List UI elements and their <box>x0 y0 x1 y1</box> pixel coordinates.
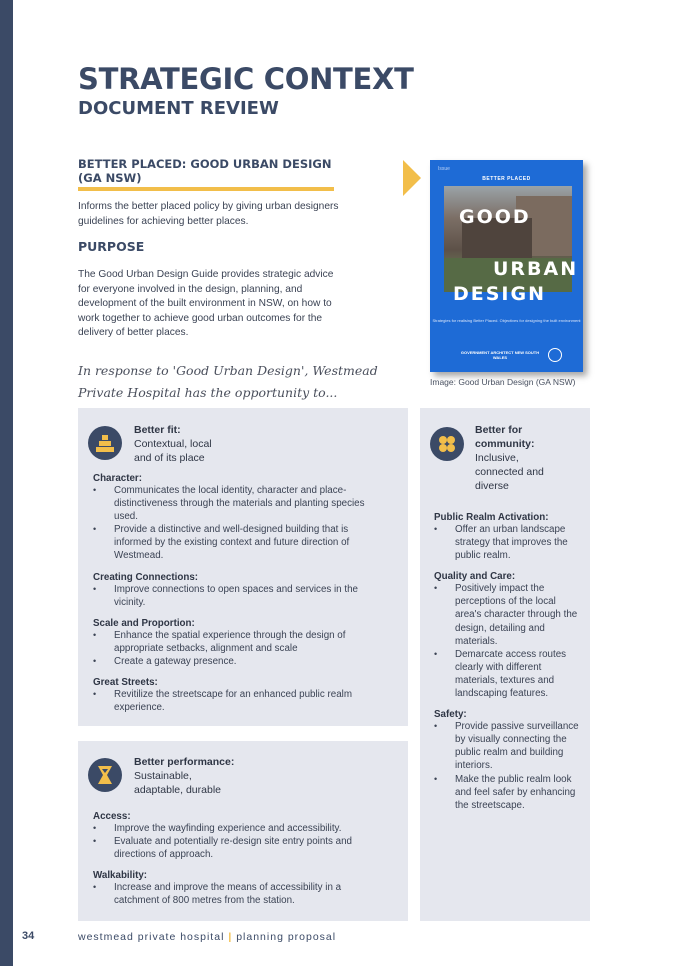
list-item: • Demarcate access routes clearly with different materials, textures and landscaping features. <box>434 648 584 700</box>
list-item: • Provide passive surveillance by visually connecting the public realm and building interiors. <box>434 720 584 772</box>
cover-publisher: GOVERNMENT ARCHITECT NEW SOUTH WALES <box>460 350 540 360</box>
building-block-icon <box>88 426 122 460</box>
community-title-1: Better for <box>475 424 523 436</box>
cover-word-design: DESIGN <box>453 283 547 305</box>
heading-underline <box>78 187 334 191</box>
cover-subtext: Strategies for realising Better Placed. Objectives for designing the built environment <box>432 318 581 323</box>
list-item: • Positively impact the perceptions of the local area's character through the design, detailing and materials. <box>434 582 584 647</box>
footer-separator: | <box>228 931 233 943</box>
performance-desc-2: adaptable, durable <box>134 784 221 796</box>
community-desc-1: Inclusive, <box>475 452 519 464</box>
cover-series: BETTER PLACED <box>482 176 531 182</box>
community-desc-3: diverse <box>475 480 509 492</box>
performance-header <box>134 755 334 797</box>
section-title: Public Realm Activation: <box>434 512 549 523</box>
fit-desc-2: and of its place <box>134 452 205 464</box>
section-title: Walkability: <box>93 870 148 882</box>
performance-title: Better performance: <box>134 756 235 768</box>
hourglass-icon <box>88 758 122 792</box>
section-title: Access: <box>93 811 131 822</box>
list-item: • Offer an urban landscape strategy that improves the public realm. <box>434 523 584 562</box>
community-desc-2: connected and <box>475 466 544 478</box>
fit-header <box>134 423 334 465</box>
intro-text: Informs the better placed policy by giving urban designers guidelines for achieving better places. <box>78 201 339 227</box>
better-fit-panel <box>78 408 408 726</box>
list-item: • Communicates the local identity, character and place-distinctiveness through the materials and planting species used. <box>93 484 383 523</box>
list-item: • Revitilize the streetscape for an enhanced public realm experience. <box>93 688 383 714</box>
image-caption: Image: Good Urban Design (GA NSW) <box>430 377 576 387</box>
pointer-arrow-icon <box>403 160 421 196</box>
page-number: 34 <box>22 930 35 942</box>
section-title: Safety: <box>434 709 467 721</box>
section-title: Creating Connections: <box>93 571 199 583</box>
section-title: Great Streets: <box>93 677 158 689</box>
community-title-2: community: <box>475 438 535 450</box>
nsw-logo-icon <box>548 348 562 362</box>
performance-desc-1: Sustainable, <box>134 770 192 782</box>
page-title: STRATEGIC CONTEXT <box>78 62 414 96</box>
list-item: • Create a gateway presence. <box>93 655 383 668</box>
section-title: Character: <box>93 473 143 484</box>
document-cover-image <box>430 160 583 372</box>
page-subtitle: DOCUMENT REVIEW <box>78 98 279 119</box>
four-dots-icon <box>430 427 464 461</box>
list-item: • Improve the wayfinding experience and accessibility. <box>93 822 383 835</box>
left-edge-bar <box>0 0 13 966</box>
performance-sections <box>93 811 383 907</box>
list-item: • Enhance the spatial experience through the design of appropriate setbacks, alignment and scale <box>93 629 383 655</box>
list-item: • Improve connections to open spaces and services in the vicinity. <box>93 583 383 609</box>
fit-desc-1: Contextual, local <box>134 438 212 450</box>
section-title: Scale and Proportion: <box>93 617 195 629</box>
section-title: Quality and Care: <box>434 571 516 583</box>
footer-left: westmead private hospital <box>78 931 225 943</box>
better-performance-panel <box>78 741 408 921</box>
list-item: • Evaluate and potentially re-design site entry points and directions of approach. <box>93 835 383 861</box>
footer-right: planning proposal <box>236 931 337 943</box>
cover-tag: Issue <box>438 166 450 172</box>
fit-sections <box>93 473 383 714</box>
response-quote: In response to 'Good Urban Design', Westmead Private Hospital has the opportunity to... <box>78 363 378 400</box>
fit-title: Better fit: <box>134 424 181 436</box>
community-sections <box>434 512 584 812</box>
footer-label <box>78 931 336 943</box>
cover-word-urban: URBAN <box>493 258 579 280</box>
purpose-text: The Good Urban Design Guide provides strategic advice for everyone involved in the design, planning, and development of the built environment in NSW, on how to work together to achieve good urban outcomes for the delivery of better places. <box>78 269 334 338</box>
cover-word-good: GOOD <box>459 206 531 228</box>
list-item: • Make the public realm look and feel safer by enhancing the streetscape. <box>434 773 584 812</box>
better-community-panel <box>420 408 590 921</box>
list-item: • Increase and improve the means of accessibility in a catchment of 800 metres from the station. <box>93 881 383 907</box>
purpose-heading: PURPOSE <box>78 239 145 254</box>
document-heading: BETTER PLACED: GOOD URBAN DESIGN (GA NSW) <box>78 157 332 185</box>
list-item: • Provide a distinctive and well-designed building that is informed by the existing context and future direction of Westmead. <box>93 523 383 562</box>
community-header <box>475 423 585 493</box>
